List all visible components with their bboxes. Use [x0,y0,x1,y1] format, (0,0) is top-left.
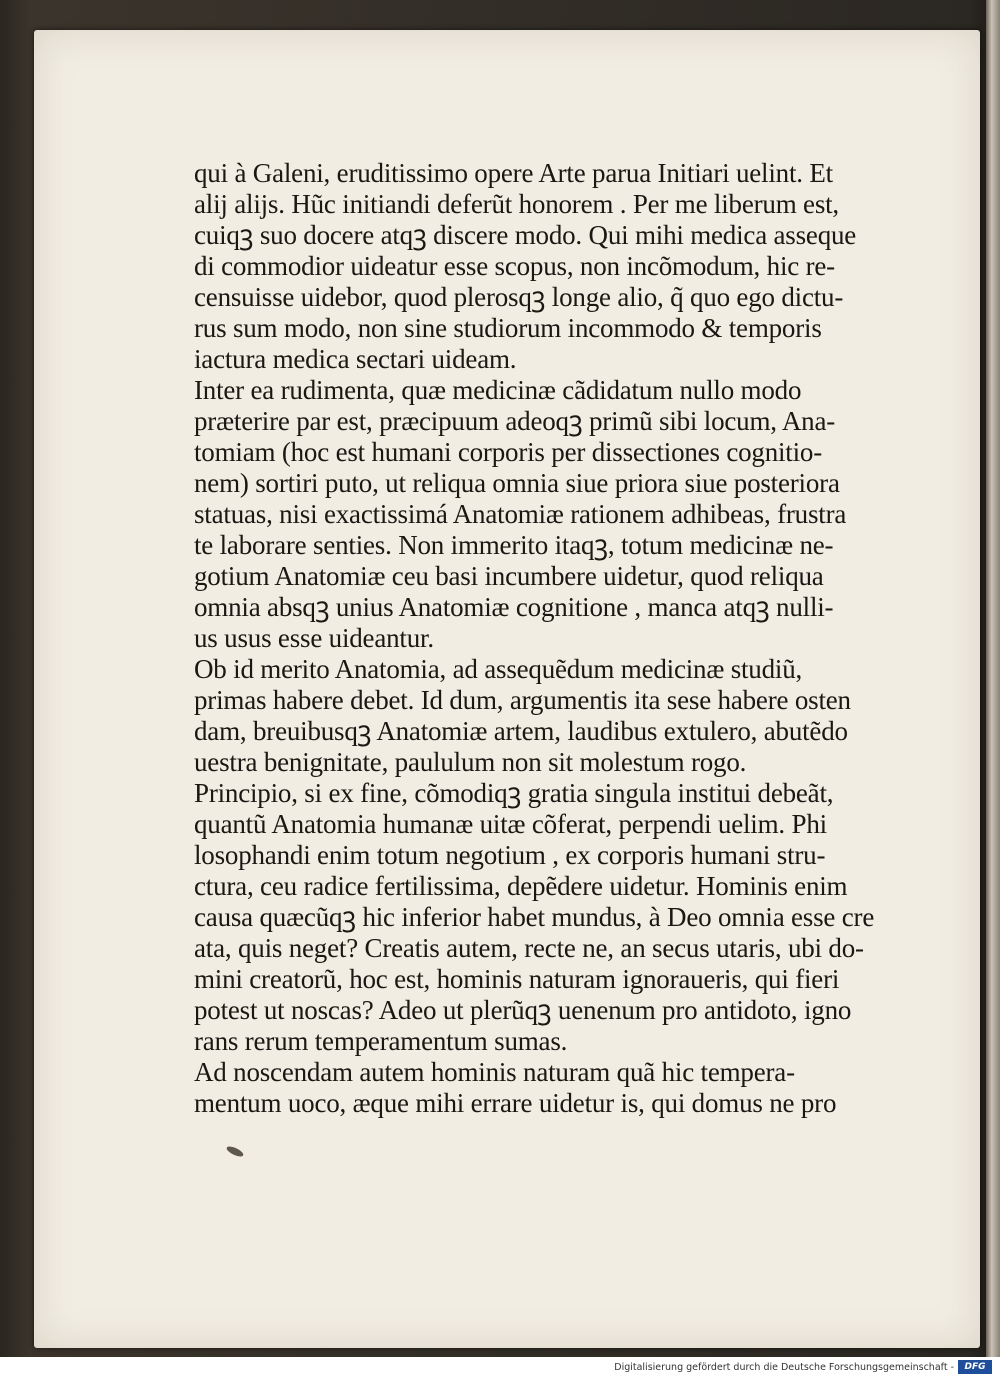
text-line: ctura, ceu radice fertilissima, depẽdere uidetur. Hominis enim [194,871,848,901]
text-line: causa quæcũqꝫ hic inferior habet mundus, à Deo omnia esse cre [194,902,875,932]
dfg-logo: DFG [958,1360,992,1374]
text-line: ata, quis neget? Creatis autem, recte ne, an secus utaris, ubi do- [194,933,864,963]
text-line: te laborare senties. Non immerito itaqꝫ, totum medicinæ ne- [194,530,834,560]
text-line: dam, breuibusqꝫ Anatomiæ artem, laudibus extulero, abutẽdo [194,716,848,746]
text-line: rans rerum temperamentum sumas. [194,1026,568,1056]
text-line: Principio, si ex fine, cõmodiqꝫ gratia singula institui debeãt, [194,778,834,808]
text-line: primas habere debet. Id dum, argumentis ita sese habere osten [194,685,851,715]
digitization-credit: Digitalisierung gefördert durch die Deutsche Forschungsgemeinschaft - [614,1362,954,1373]
text-line: rus sum modo, non sine studiorum incommodo & temporis [194,313,822,343]
text-line: statuas, nisi exactissimá Anatomiæ rationem adhibeas, frustra [194,499,847,529]
text-line: præterire par est, præcipuum adeoqꝫ primũ sibi locum, Ana- [194,406,836,436]
text-line: mini creatorũ, hoc est, hominis naturam ignoraueris, qui fieri [194,964,840,994]
book-binding-edge [986,0,1000,1357]
text-line: Ad noscendam autem hominis naturam quã hic tempera- [194,1057,795,1087]
text-line: nem) sortiri puto, ut reliqua omnia siue priora siue posteriora [194,468,840,498]
text-line: di commodior uideatur esse scopus, non incõmodum, hic re- [194,251,835,281]
text-line: qui à Galeni, eruditissimo opere Arte parua Initiari uelint. Et [194,158,833,188]
text-line: potest ut noscas? Adeo ut plerũqꝫ uenenum pro antidoto, igno [194,995,852,1025]
text-line: cuiqꝫ suo docere atqꝫ discere modo. Qui mihi medica asseque [194,220,857,250]
text-line: us usus esse uideantur. [194,623,434,653]
text-line: tomiam (hoc est humani corporis per dissectiones cognitio- [194,437,823,467]
text-line: quantũ Anatomia humanæ uitæ cõferat, perpendi uelim. Phi [194,809,827,839]
text-line: Ob id merito Anatomia, ad assequẽdum medicinæ studiũ, [194,654,803,684]
text-line: mentum uoco, æque mihi errare uidetur is, qui domus ne pro [194,1088,837,1118]
text-line: censuisse uidebor, quod plerosqꝫ longe alio, q̃ quo ego dictu- [194,282,844,312]
page-text-block [194,158,910,1119]
text-line: losophandi enim totum negotium , ex corporis humani stru- [194,840,826,870]
text-line: omnia absqꝫ unius Anatomiæ cognitione , manca atqꝫ nulli- [194,592,834,622]
text-line: alij alijs. Hũc initiandi deferũt honorem . Per me liberum est, [194,189,839,219]
text-line: uestra benignitate, paululum non sit molestum rogo. [194,747,747,777]
text-line: Inter ea rudimenta, quæ medicinæ cãdidatum nullo modo [194,375,802,405]
text-line: iactura medica sectari uideam. [194,344,517,374]
text-line: gotium Anatomiæ ceu basi incumbere uidetur, quod reliqua [194,561,824,591]
